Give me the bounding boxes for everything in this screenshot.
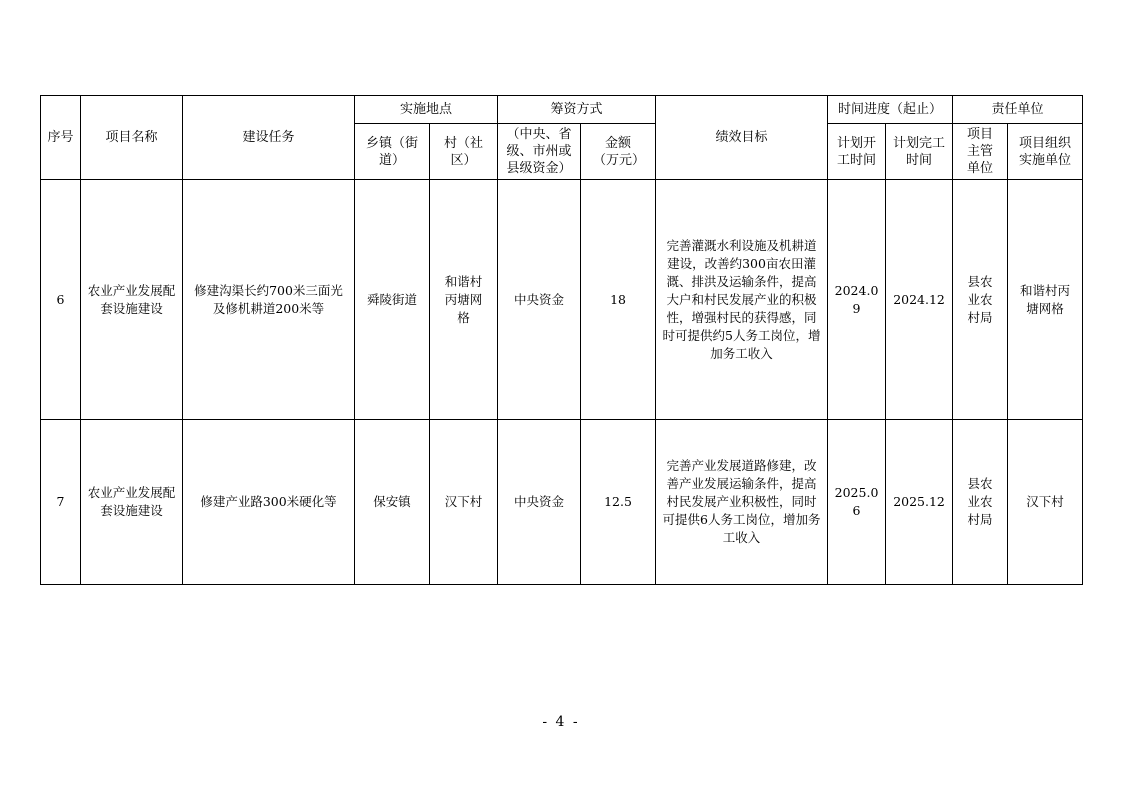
cell-impl: 和谐村丙塘网格 bbox=[1008, 180, 1083, 420]
project-table bbox=[40, 95, 1083, 585]
header-end: 计划完工时间 bbox=[886, 124, 953, 180]
header-row-1 bbox=[41, 96, 1083, 124]
cell-start: 2025.06 bbox=[828, 420, 886, 585]
cell-start: 2024.09 bbox=[828, 180, 886, 420]
header-schedule: 时间进度（起止） bbox=[828, 96, 953, 124]
cell-seq: 6 bbox=[41, 180, 81, 420]
header-fund-source: （中央、省级、市州或县级资金） bbox=[498, 124, 581, 180]
table-row bbox=[41, 180, 1083, 420]
header-village: 村（社区） bbox=[430, 124, 498, 180]
header-task: 建设任务 bbox=[183, 96, 355, 180]
header-name: 项目名称 bbox=[81, 96, 183, 180]
header-seq: 序号 bbox=[41, 96, 81, 180]
cell-goal: 完善灌溉水利设施及机耕道建设，改善约300亩农田灌溉、排洪及运输条件，提高大户和村民发展产业的积极性，增强村民的获得感，同时可提供约5人务工岗位，增加务工收入 bbox=[656, 180, 828, 420]
header-responsible: 责任单位 bbox=[953, 96, 1083, 124]
cell-end: 2024.12 bbox=[886, 180, 953, 420]
cell-impl: 汉下村 bbox=[1008, 420, 1083, 585]
cell-town: 舜陵街道 bbox=[355, 180, 430, 420]
cell-name: 农业产业发展配套设施建设 bbox=[81, 180, 183, 420]
cell-task: 修建产业路300米硬化等 bbox=[183, 420, 355, 585]
cell-village: 汉下村 bbox=[430, 420, 498, 585]
header-amount: 金额（万元） bbox=[581, 124, 656, 180]
header-goal: 绩效目标 bbox=[656, 96, 828, 180]
cell-amount: 12.5 bbox=[581, 420, 656, 585]
table-row bbox=[41, 420, 1083, 585]
header-dept: 项目主管单位 bbox=[953, 124, 1008, 180]
cell-village: 和谐村丙塘网格 bbox=[430, 180, 498, 420]
header-funding: 筹资方式 bbox=[498, 96, 656, 124]
cell-goal: 完善产业发展道路修建，改善产业发展运输条件，提高村民发展产业积极性，同时可提供6人务工岗位，增加务工收入 bbox=[656, 420, 828, 585]
header-impl: 项目组织实施单位 bbox=[1008, 124, 1083, 180]
page-number: - 4 - bbox=[542, 714, 580, 730]
header-town: 乡镇（街道） bbox=[355, 124, 430, 180]
cell-fund-source: 中央资金 bbox=[498, 180, 581, 420]
header-start: 计划开工时间 bbox=[828, 124, 886, 180]
cell-amount: 18 bbox=[581, 180, 656, 420]
cell-fund-source: 中央资金 bbox=[498, 420, 581, 585]
cell-end: 2025.12 bbox=[886, 420, 953, 585]
cell-name: 农业产业发展配套设施建设 bbox=[81, 420, 183, 585]
cell-dept: 县农业农村局 bbox=[953, 180, 1008, 420]
header-location: 实施地点 bbox=[355, 96, 498, 124]
project-table-sheet bbox=[40, 95, 1082, 585]
cell-town: 保安镇 bbox=[355, 420, 430, 585]
cell-seq: 7 bbox=[41, 420, 81, 585]
cell-dept: 县农业农村局 bbox=[953, 420, 1008, 585]
cell-task: 修建沟渠长约700米三面光及修机耕道200米等 bbox=[183, 180, 355, 420]
